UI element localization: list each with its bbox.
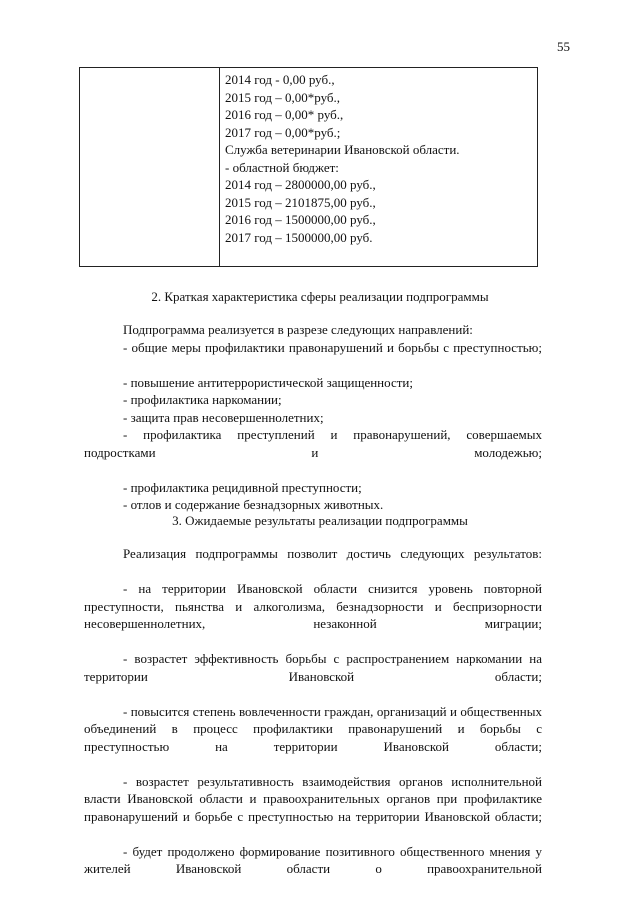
financing-line: 2016 год – 1500000,00 руб., <box>225 212 376 227</box>
list-item: - повышение антитеррористической защищенности; <box>123 374 413 390</box>
section-2-intro: Подпрограмма реализуется в разрезе следующих направлений: <box>123 322 473 337</box>
financing-line: Служба ветеринарии Ивановской области. <box>225 142 460 157</box>
page-number: 55 <box>557 39 570 54</box>
table-cell-empty <box>80 68 220 267</box>
financing-line: 2015 год – 0,00*руб., <box>225 89 341 105</box>
table-cell-financing <box>220 68 538 267</box>
financing-line: 2014 год – 2800000,00 руб., <box>225 177 376 192</box>
financing-line: 2017 год – 0,00*руб.; <box>225 124 341 140</box>
list-item: - профилактика наркомании; <box>123 392 282 407</box>
financing-line: - областной бюджет: <box>225 159 339 175</box>
section-2-body <box>84 321 542 514</box>
financing-line: 2015 год – 2101875,00 руб., <box>225 194 376 210</box>
table-row <box>80 68 538 267</box>
section-3-title: 3. Ожидаемые результаты реализации подпрограммы <box>172 513 468 528</box>
list-item: - профилактика рецидивной преступности; <box>123 479 362 495</box>
list-item: - общие меры профилактики правонарушений и борьбы с преступностью; <box>123 339 542 355</box>
list-item: - профилактика преступлений и правонарушений, совершаемых подростками и молодежью; <box>84 427 542 460</box>
list-item: - будет продолжено формирование позитивного общественного мнения у жителей Ивановской области о правоохранительной <box>84 843 542 876</box>
list-item: - отлов и содержание безнадзорных животных. <box>123 497 384 512</box>
financing-table <box>79 67 538 267</box>
list-item: - защита прав несовершеннолетних; <box>123 409 324 425</box>
section-3-intro: Реализация подпрограммы позволит достичь следующих результатов: <box>123 546 542 561</box>
financing-line: 2014 год - 0,00 руб., <box>225 72 335 87</box>
list-item: - на территории Ивановской области снизится уровень повторной преступности, пьянства и алкоголизма, безнадзорности и беспризорности несовершеннолетних, незаконной миграции; <box>84 581 542 631</box>
section-3-body <box>84 545 542 895</box>
section-2-title: 2. Краткая характеристика сферы реализации подпрограммы <box>151 289 489 304</box>
financing-line: 2017 год – 1500000,00 руб. <box>225 229 373 245</box>
list-item: - повысится степень вовлеченности граждан, организаций и общественных объединений в процесс профилактики правонарушений и борьбы с преступностью на территории Ивановской области; <box>84 703 542 754</box>
financing-line: 2016 год – 0,00* руб., <box>225 107 344 122</box>
list-item: - возрастет результативность взаимодействия органов исполнительной власти Ивановской области и правоохранительных органов при профилактике правонарушений и борьбе с преступностью на территории Ивановской области; <box>84 773 542 824</box>
list-item: - возрастет эффективность борьбы с распространением наркомании на территории Ивановской области; <box>84 651 542 684</box>
